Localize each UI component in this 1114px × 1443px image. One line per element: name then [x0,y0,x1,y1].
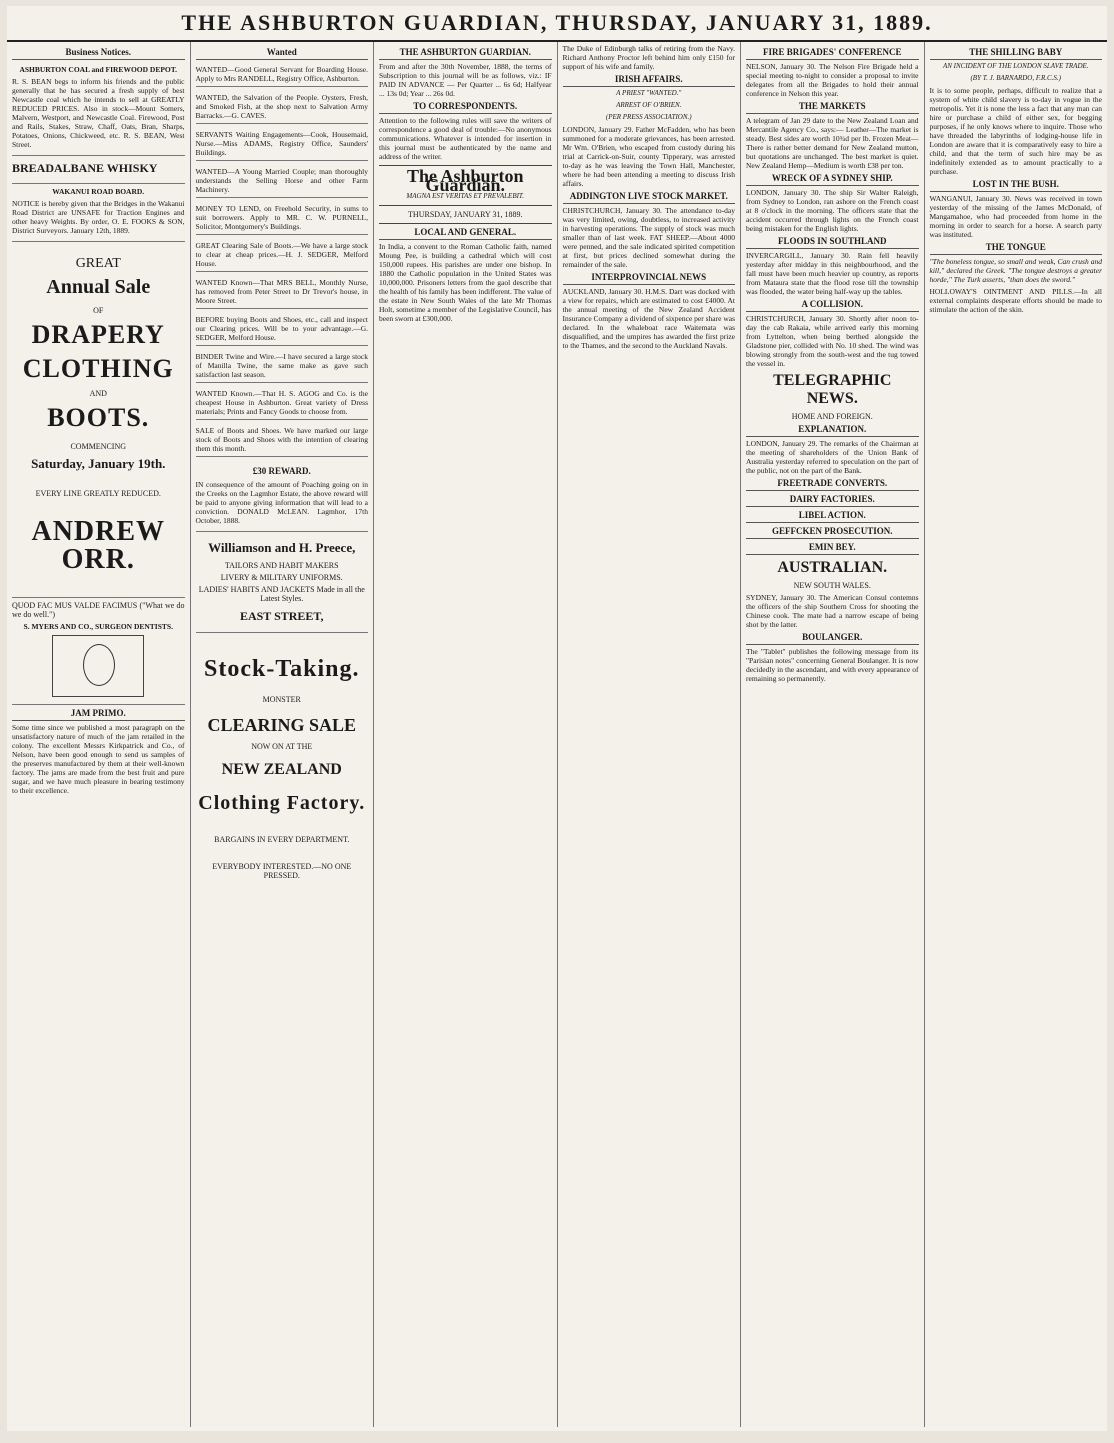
great-label: GREAT [75,256,121,271]
andrew-orr-label: ANDREW ORR. [31,516,166,575]
wanted-ad-5: MONEY TO LEND, on Freehold Security, in sums to suit borrowers. Apply to MR. C. W. PURNELL, Solicitor, Montgomery's Buildings. [196,201,369,235]
of-label: OF [93,306,104,315]
jam-title: JAM PRIMO. [12,709,185,721]
emin-heading: EMIN BEY. [746,543,919,555]
correspondents-body: Attention to the following rules will save the writers of correspondence a good deal of trouble:—No anonymous communications. Whatever is intended for insertion in this journal must be authenticated by the name and address of the writer. [379,116,552,161]
subscription-rates: From and after the 30th November, 1888, the terms of Subscription to this journal will be as follows, viz.: IF PAID IN ADVANCE — Per Quarter ... 6s 6d; Halfyear ... 13s 0d; Year ... 26s 0d. [379,62,552,98]
tongue-body: "The boneless tongue, so small and weak, Can crush and kill," declared the Greek. "The tongue destroys a greater horde," The Turk asserts, "than does the sword." [929,257,1102,284]
column-4 [558,42,742,1427]
commencing-label: COMMENCING [70,442,127,451]
collision-heading: A COLLISION. [746,300,919,312]
boots-label: BOOTS. [47,403,150,432]
monster-label: MONSTER [262,695,301,704]
newspaper-page [7,6,1107,1431]
wreck-body: LONDON, January 30. The ship Sir Walter Raleigh, from Sydney to London, ran ashore on the French coast at 8 o'clock in the morning. The officers state that the accident occurred through lights on the French coast being mistaken for the English lights. [746,188,919,233]
dentures-illustration [52,635,144,697]
wanted-ad-7: WANTED Known—That MRS BELL, Monthly Nurse, has removed from Peter Street to Dr Trevor's house, in Moore Street. [196,275,369,309]
paper-masthead: The Ashburton Guardian. [406,166,524,195]
road-board-body: NOTICE is hereby given that the Bridges in the Wakanui Road District are UNSAFE for Traction Engines and other heavy Weights. By order, O. E. FOOKS & SON, District Surveyors. January 12th, 1889. [12,199,185,235]
wanted-ad-10: WANTED Known.—That H. S. AGOG and Co. is the cheapest House in Ashburton. Great variety of Dress materials; Prints and Fancy Goods to choose from. [196,386,369,420]
column-5 [741,42,925,1427]
reward-body: IN consequence of the amount of Poaching going on in the Creeks on the Lagmhor Estate, the above reward will be paid to anyone giving information that will lead to a conviction. DONALD McLEAN. Lagmhor, 17th October, 1888. [195,480,368,525]
geffcken-heading: GEFFCKEN PROSECUTION. [746,527,919,539]
australian-heading: AUSTRALIAN. [777,559,888,576]
reduced-label: EVERY LINE GREATLY REDUCED. [35,489,161,498]
wanted-ad-6: GREAT Clearing Sale of Boots.—We have a large stock to clear at cheap prices.—H. J. SEDGER, Melford House. [196,238,369,272]
drapery-label: DRAPERY [31,320,165,349]
tongue-heading: THE TONGUE [930,243,1103,255]
drapery-sale-ad [12,242,185,598]
dentists-motto: QUOD FAC MUS VALDE FACIMUS ("What we do we do well.") [12,601,185,619]
now-on-label: NOW ON AT THE [251,742,313,751]
whisky-ad [12,156,185,184]
clearing-sale-label: CLEARING SALE [207,715,357,735]
reward-ad [196,460,369,532]
boulanger-heading: BOULANGER. [746,633,919,645]
addington-heading: ADDINGTON LIVE STOCK MARKET. [563,192,736,204]
wreck-heading: WRECK OF A SYDNEY SHIP. [746,174,919,186]
baby-heading: THE SHILLING BABY [930,48,1103,60]
tailors-ad [196,532,369,633]
local-general-body: In India, a convent to the Roman Catholic faith, named Moung Pee, is building a cathedral which will cost 150,000 rupees. His parishes are under one bishop. In 1880 the Catholic population in the United States was 10,000,000. Prisoners letters from the gaol describe that the health of his family has been indifferent. The value of the estate in New South Wales of the late Mr Thomas Holt, sometime a member of the Legislative Council, has been sworn at £300,000. [379,242,552,323]
road-board-ad [12,184,185,242]
irish-heading: IRISH AFFAIRS. [563,75,736,87]
markets-heading: THE MARKETS [746,102,919,114]
nsw-body: SYDNEY, January 30. The American Consul contemns the officers of the ship Southern Cross for shooting the Chinese cook. The mate had a narrow escape of being shot by the latter. [746,593,919,629]
paper-motto: MAGNA EST VERITAS ET PREVALEBIT. [406,192,525,200]
dairy-heading: DAIRY FACTORIES. [746,495,919,507]
wanted-ad-9: BINDER Twine and Wire.—I have secured a large stock of Manilla Twine, the same make as gave such satisfaction last season. [196,349,369,383]
column-2 [191,42,375,1427]
telegraphic-heading: TELEGRAPHIC NEWS. [773,372,892,407]
ladies-label: LADIES' HABITS AND JACKETS Made in all the Latest Styles. [198,585,365,603]
subscription-heading: THE ASHBURTON GUARDIAN. [379,48,552,60]
correspondents-heading: TO CORRESPONDENTS. [379,102,552,114]
everybody-label: EVERYBODY INTERESTED.—NO ONE PRESSED. [212,862,352,880]
libel-heading: LIBEL ACTION. [746,511,919,523]
paper-date: THURSDAY, JANUARY 31, 1889. [408,210,523,219]
wanted-ad-3: SERVANTS Waiting Engagements—Cook, Housemaid, Nurse.—Miss ADAMS, Registry Office, Saunders' Buildings. [196,127,369,161]
nsw-label: NEW SOUTH WALES. [793,581,871,590]
fire-body: NELSON, January 30. The Nelson Fire Brigade held a special meeting to-night to consider a proposal to invite delegates from all the Brigades to hold their annual conference in Nelson this year. [746,62,919,98]
annual-sale-label: Annual Sale [46,276,151,298]
wanted-ad-1: WANTED—Good General Servant for Boarding House. Apply to Mrs RANDELL, Registry Office, Ashburton. [196,62,369,87]
factory-label: Clothing Factory. [198,792,366,814]
nz-label: NEW ZEALAND [221,761,342,778]
column-6 [925,42,1108,1427]
irish-sub-1: A PRIEST "WANTED." [616,89,682,97]
holloway-body: HOLLOWAY'S OINTMENT AND PILLS.—In all external complaints desperate efforts should be made to stimulate the action of the skin. [929,287,1102,314]
column-1 [7,42,191,1427]
lost-heading: LOST IN THE BUSH. [930,180,1103,192]
explanation-heading: EXPLANATION. [746,425,919,437]
fire-heading: FIRE BRIGADES' CONFERENCE [746,48,919,60]
dentists-title: S. MYERS AND CO., SURGEON DENTISTS. [23,622,173,631]
saturday-label: Saturday, January 19th. [31,456,166,471]
local-general-heading: LOCAL AND GENERAL. [379,228,552,240]
road-board-title: WAKANUI ROAD BOARD. [52,187,145,196]
masthead-name: THE ASHBURTON GUARDIAN, [181,10,549,35]
section-business-notices: Business Notices. [12,48,185,60]
addington-body: CHRISTCHURCH, January 30. The attendance to-day was very limited, owing, doubtless, to increased activity in harvesting operations. The supply of stock was much smaller than of last week. FAT SHEEP.—About 4000 were penned, and the sale indicated spirited competition at first, but prices declined somewhat during the remainder of the sale. [562,206,735,269]
and-label: AND [89,389,107,398]
clothing-label: CLOTHING [22,354,174,383]
column-3 [374,42,558,1427]
tailors-label: TAILORS AND HABIT MAKERS [224,561,339,570]
floods-heading: FLOODS IN SOUTHLAND [746,237,919,249]
whisky-title: BREADALBANE WHISKY [12,161,158,175]
interprovincial-heading: INTERPROVINCIAL NEWS [563,273,736,285]
east-street-label: EAST STREET, [239,609,324,623]
clearing-sale-ad [196,655,369,880]
wanted-ad-8: BEFORE buying Boots and Shoes, etc., call and inspect our Clearing prices. Will be to your advantage.—G. SEDGER, Melford House. [196,312,369,346]
jam-article [12,709,185,795]
collision-body: CHRISTCHURCH, January 30. Shortly after noon to-day the cab Rakaia, while arrived early this morning from Lyttelton, when being berthed alongside the Gladstone pier, collided with No. 10 shed. The wind was blowing strongly from the south-west and the tug towed the vessel in. [746,314,919,368]
wanted-ad-11: SALE of Boots and Shoes. We have marked our large stock of Boots and Shoes with the intention of clearing them this month. [196,423,369,457]
masthead-day: THURSDAY, [555,10,699,35]
misc-top: The Duke of Edinburgh talks of retiring from the Navy. Richard Anthony Proctor left behind him only £150 for support of his wife and family. [562,44,735,71]
markets-body: A telegram of Jan 29 date to the New Zealand Loan and Mercantile Agency Co., says:— Leather—The market is steady. Best sides are worth 10¾d per lb. Frozen Meat—There is rather better demand for New Zealand mutton, but quotations are unchanged. The best market is quiet. New Zealand Hemp—Medium is worth £38 per ton. [746,116,919,170]
masthead-date: JANUARY 31, 1889. [705,10,933,35]
wanted-ad-4: WANTED—A Young Married Couple; man thoroughly understands the Selling Horse and other Farm Machinery. [196,164,369,198]
jam-body: Some time since we published a most paragraph on the unsatisfactory nature of much of the jam retailed in the colony. The excellent Messrs Kirkpatrick and Co., of Nelson, have been good enough to send us samples of the preserves manufactured by them at their well-known factory. The jams are made from the best fruit and pure sugar, and we have much pleasure in bearing testimony to their excellence. [12,723,185,795]
lost-body: WANGANUI, January 30. News was received in town yesterday of the missing of the James McDonald, of Mangamahoe, who had proceeded from home in the morning in order to search for a horse. A search party was instituted. [929,194,1102,239]
coal-depot-ad [12,62,185,156]
irish-sub-2: ARREST OF O'BRIEN. [616,101,682,109]
divider [379,223,552,224]
williamson-title: Williamson and H. Preece, [208,540,356,555]
reward-title: £30 REWARD. [252,466,311,476]
livery-label: LIVERY & MILITARY UNIFORMS. [220,573,343,582]
coal-depot-title: ASHBURTON COAL and FIREWOOD DEPOT. [19,65,178,74]
explanation-body: LONDON, January 29. The remarks of the Chairman at the meeting of shareholders of the Union Bank of Australia yesterday referred to speculation on the part of the public, not on the part of the Bank. [746,439,919,475]
columns [7,42,1107,1427]
stock-taking-label: Stock-Taking. [204,656,360,682]
irish-body: LONDON, January 29. Father McFadden, who has been summoned for a moderate grievances, has been arrested. Mr Wm. O'Brien, who escaped from custody during his trial at Carrick-on-Suir, county Tipperary, was arrested to-day as he was leaving the Town Hall, Manchester, where he had been attending a meeting to discuss Irish affairs. [562,125,735,188]
wanted-heading: Wanted [196,48,369,60]
baby-subheading: AN INCIDENT OF THE LONDON SLAVE TRADE. [942,62,1089,70]
floods-body: INVERCARGILL, January 30. Rain fell heavily yesterday after midday in this neighbourhood, and the fall must have been much heavier up country, as reports from Mataura state that the flood rose till the township was flooded, the water being half-way up the tables. [746,251,919,296]
masthead [7,6,1107,42]
baby-author: (BY T. J. BARNARDO, F.R.C.S.) [970,74,1062,82]
divider [379,205,552,206]
masthead-title [181,10,932,36]
coal-depot-body: R. S. BEAN begs to inform his friends and the public generally that he has secured a fresh supply of best Newcastle coal which he intends to sell at GREATLY REDUCED PRICES. Also in stock—Mount Somers, Malvern, Westport, and Newcastle Coal. Firewood, Post and Rails, Stakes, Straw, Chaff, Oats, Bran, Sharps, Potatoes, Onions, Chickweed, etc. R. S. BEAN, West Street. [12,77,185,149]
press-association: (PER PRESS ASSOCIATION.) [605,113,692,121]
wanted-ad-2: WANTED, the Salvation of the People. Oysters, Fresh, and Smoked Fish, at the shop next to Salvation Army Barracks.—G. CAVES. [196,90,369,124]
baby-body: It is to some people, perhaps, difficult to realize that a system of white child slavery is to-day in vogue in the metropolis. Yet it is none the less a fact that any man can hire or purchase a child of either sex, for begging purposes, if he only knows where to inquire. Those who have threaded the labyrinths of lodging-house life in London are aware that it is comparatively easy to hire a child, and that the term of such hire may be as indefinitely extended as to amount practically to a purchase. [929,86,1102,176]
bargains-label: BARGAINS IN EVERY DEPARTMENT. [214,835,350,844]
freetrade-heading: FREETRADE CONVERTS. [746,479,919,491]
interprovincial-body: AUCKLAND, January 30. H.M.S. Dart was docked with a view for repairs, which are estimated to cost £4000. At the annual meeting of the New Zealand Accident Insurance Company a dividend of sixpence per share was declared. In the whaleboat race Waitemata was disqualified, and the umpires has awarded the first prize to the Thames, and the second to the Auckland Navals. [562,287,735,350]
home-foreign-label: HOME AND FOREIGN. [791,412,873,421]
boulanger-body: The "Tablet" publishes the following message from its "Parisian notes" concerning General Boulanger. It is now decidedly in the ascendant, and with every appearance of remaining so permanently. [746,647,919,683]
dentists-ad [12,598,185,705]
